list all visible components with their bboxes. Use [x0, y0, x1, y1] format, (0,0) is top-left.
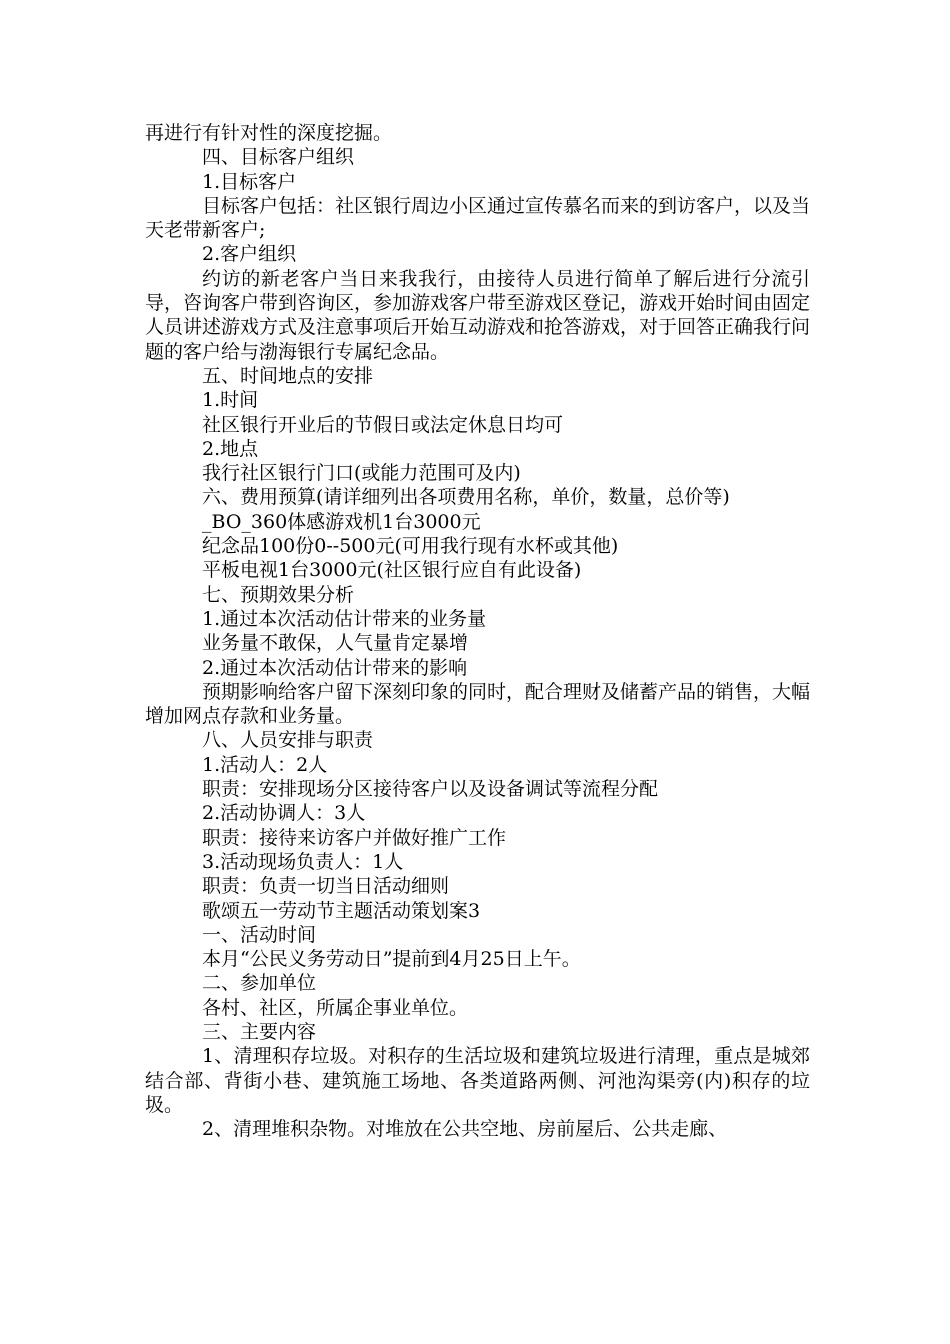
paragraph-clean-debris: 2、清理堆积杂物。对堆放在公共空地、房前屋后、公共走廊、 [202, 1118, 728, 1141]
paragraph-business-volume: 业务量不敢保，人气量肯定暴增 [202, 632, 469, 655]
paragraph-target-customers: 目标客户包括：社区银行周边小区通过宣传慕名而来的到访客户，以及当天老带新客户; [145, 194, 811, 242]
budget-item-souvenirs: 纪念品100份0--500元(可用我行现有水杯或其他) [202, 535, 619, 558]
paragraph-participants: 各村、社区，所属企事业单位。 [202, 996, 469, 1019]
heading-section-5: 五、时间地点的安排 [202, 364, 374, 387]
paragraph-customer-organization: 约访的新老客户当日来我我行，由接待人员进行简单了解后进行分流引导，咨询客户带到咨询区，参加游戏客户带至游戏区登记，游戏开始时间由固定人员讲述游戏方式及注意事项后开始互动游戏和抢答游戏，对于回答正确我行问题的客户给与渤海银行专属纪念品。 [145, 267, 811, 363]
budget-item-game-console: _BO_360体感游戏机1台3000元 [202, 510, 481, 533]
paragraph-clean-garbage: 1、清理积存垃圾。对积存的生活垃圾和建筑垃圾进行清理，重点是城郊结合部、背街小巷、建筑施工场地、各类道路两侧、河池沟渠旁(内)积存的垃圾。 [145, 1045, 810, 1116]
paragraph-1: 再进行有针对性的深度挖掘。 [145, 122, 393, 144]
subheading-5-2: 2.地点 [202, 437, 259, 460]
subheading-4-2: 2.客户组织 [202, 243, 297, 266]
duty-site-manager: 职责：负责一切当日活动细则 [202, 875, 450, 898]
subheading-7-1: 1.通过本次活动估计带来的业务量 [202, 607, 487, 630]
staff-site-manager: 3.活动现场负责人：1人 [202, 850, 404, 873]
paragraph-expected-impact: 预期影响给客户留下深刻印象的同时，配合理财及储蓄产品的销售，大幅增加网点存款和业务量。 [145, 680, 811, 728]
duty-coordinator: 职责：接待来访客户并做好推广工作 [202, 826, 507, 849]
budget-item-tv: 平板电视1台3000元(社区银行应自有此设备) [202, 559, 582, 582]
heading-section-8: 八、人员安排与职责 [202, 729, 374, 752]
heading-main-content: 三、主要内容 [202, 1020, 317, 1043]
subheading-7-2: 2.通过本次活动估计带来的影响 [202, 656, 468, 679]
duty-activity-person: 职责：安排现场分区接待客户以及设备调试等流程分配 [202, 778, 659, 801]
heading-participants: 二、参加单位 [202, 972, 317, 995]
plan-title-3: 歌颂五一劳动节主题活动策划案3 [202, 899, 481, 922]
paragraph-location: 我行社区银行门口(或能力范围可及内) [202, 462, 521, 485]
heading-section-6: 六、费用预算(请详细列出各项费用名称，单价，数量，总价等) [202, 486, 730, 509]
staff-activity-person: 1.活动人：2人 [202, 753, 328, 776]
document-page [145, 121, 810, 1141]
subheading-4-1: 1.目标客户 [202, 170, 297, 193]
staff-coordinator: 2.活动协调人：3人 [202, 802, 366, 825]
heading-section-7: 七、预期效果分析 [202, 583, 355, 606]
subheading-5-1: 1.时间 [202, 389, 259, 412]
heading-section-4: 四、目标客户组织 [202, 146, 355, 169]
paragraph-time: 社区银行开业后的节假日或法定休息日均可 [202, 413, 564, 436]
heading-activity-time: 一、活动时间 [202, 923, 317, 946]
paragraph-activity-date: 本月“公民义务劳动日”提前到4月25日上午。 [202, 948, 581, 971]
